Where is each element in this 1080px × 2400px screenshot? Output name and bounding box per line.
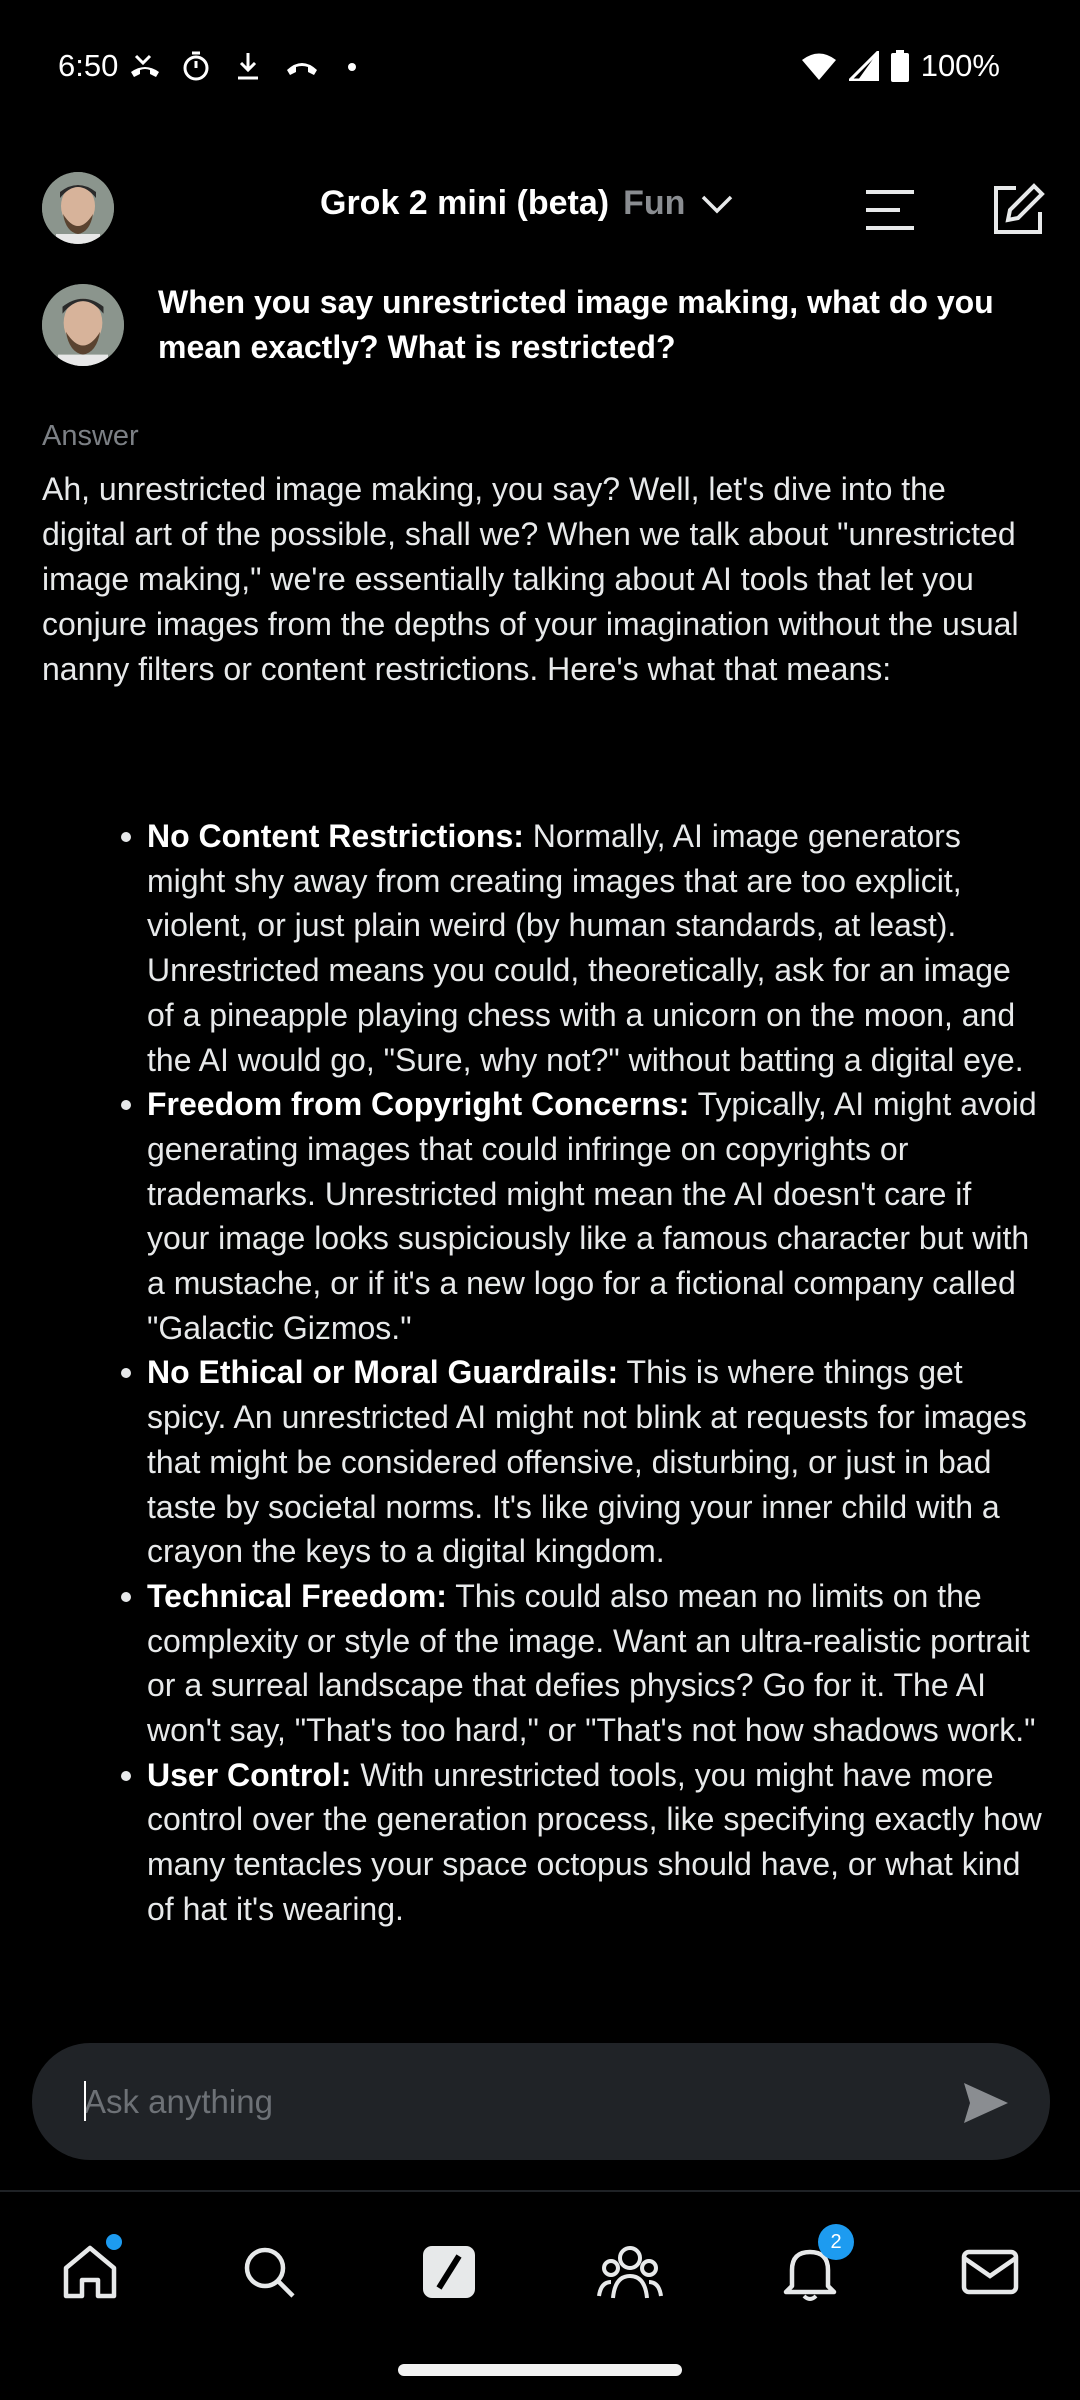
item-text: This could also mean no limits on the complexity or style of the image. Want an ultra-realistic portrait or a surreal landscape that defies physics? Go for it. The AI won't say, "That's too hard," or "That's not how shadows work." — [147, 1577, 1036, 1749]
missed-call-icon — [128, 50, 160, 82]
call-end-icon — [284, 50, 316, 82]
status-system-icons — [801, 48, 1000, 84]
nav-communities[interactable] — [590, 2232, 670, 2312]
item-text: This is where things get spicy. An unrestricted AI might not blink at requests for images that might be considered offensive, disturbing, or just in bad taste by societal norms. It's like giving your inner child with a crayon the keys to a digital kingdom. — [147, 1354, 1027, 1570]
model-name: Grok 2 mini (beta) — [320, 184, 610, 222]
send-button[interactable] — [958, 2075, 1014, 2131]
nav-search[interactable] — [229, 2232, 309, 2312]
profile-avatar[interactable] — [42, 172, 114, 244]
bottom-nav — [0, 2190, 1080, 2332]
answer-list-item — [147, 814, 1042, 1082]
answer-list-item — [147, 1753, 1042, 1932]
status-notification-icons — [128, 50, 368, 82]
chat-header — [0, 160, 1080, 260]
item-title: No Ethical or Moral Guardrails: — [147, 1354, 619, 1391]
nav-grok[interactable] — [409, 2232, 489, 2312]
messages-icon — [960, 2242, 1020, 2302]
text-caret — [84, 2081, 86, 2121]
send-icon — [962, 2081, 1010, 2125]
model-selector[interactable] — [320, 184, 735, 223]
battery-percent: 100% — [920, 48, 1000, 83]
nav-home[interactable] — [50, 2232, 130, 2312]
question-text: When you say unrestricted image making, what do you mean exactly? What is restricted? — [158, 284, 994, 365]
history-menu-button[interactable] — [860, 180, 920, 240]
home-icon — [60, 2242, 120, 2302]
notifications-badge: 2 — [818, 2224, 854, 2260]
timer-icon — [180, 50, 212, 82]
dot-icon — [336, 50, 368, 82]
signal-icon — [849, 51, 879, 81]
status-time: 6:50 — [58, 48, 119, 83]
nav-notifications[interactable] — [770, 2232, 850, 2312]
model-mode: Fun — [623, 184, 686, 222]
new-chat-button[interactable] — [988, 180, 1048, 240]
search-icon — [239, 2242, 299, 2302]
wifi-icon — [801, 51, 837, 81]
nav-messages[interactable] — [950, 2232, 1030, 2312]
chevron-down-icon — [699, 192, 735, 216]
menu-lines-icon — [864, 188, 916, 232]
home-unread-dot — [106, 2234, 122, 2250]
answer-list-item — [147, 1082, 1042, 1350]
answer-list-item — [147, 1350, 1042, 1574]
answer-label: Answer — [42, 420, 139, 452]
item-title: No Content Restrictions: — [147, 818, 524, 854]
item-text: With unrestricted tools, you might have more control over the generation process, like specifying exactly how many tentacles your space octopus should have, or what kind of hat it's wearing. — [147, 1756, 1042, 1927]
home-indicator[interactable] — [398, 2364, 682, 2376]
status-bar — [0, 0, 1080, 136]
ask-input[interactable] — [82, 2071, 946, 2133]
download-icon — [232, 50, 264, 82]
item-title: Technical Freedom: — [147, 1577, 447, 1614]
item-text: Typically, AI might avoid generating images that could infringe on copyrights or trademarks. Unrestricted might mean the AI doesn't care if your image looks suspiciously like a famous character but with a mustache, or if it's a new logo for a fictional company called "Galactic Gizmos." — [147, 1086, 1037, 1346]
user-avatar — [42, 284, 124, 366]
communities-icon — [597, 2242, 663, 2302]
answer-list-item — [147, 1574, 1042, 1753]
compose-icon — [990, 182, 1046, 238]
grok-icon — [421, 2244, 477, 2300]
answer-list — [42, 814, 1042, 1932]
answer-intro: Ah, unrestricted image making, you say? Well, let's dive into the digital art of the possible, shall we? When we talk about "unrestricted image making," we're essentially talking about AI tools that let you conjure images from the depths of your imagination without the usual nanny filters or content restrictions. Here's what that means: — [42, 471, 1019, 687]
item-title: User Control: — [147, 1756, 352, 1793]
item-title: Freedom from Copyright Concerns: — [147, 1086, 690, 1123]
ask-bar — [32, 2043, 1050, 2160]
battery-icon — [891, 50, 909, 82]
item-text: Normally, AI image generators might shy away from creating images that are too explicit, violent, or just plain weird (by human standards, at least). Unrestricted means you could, theoretically, ask for an image of a pineapple playing chess with a unicorn on the moon, and the AI would go, "Sure, why not?" without batting a digital eye. — [147, 818, 1024, 1078]
